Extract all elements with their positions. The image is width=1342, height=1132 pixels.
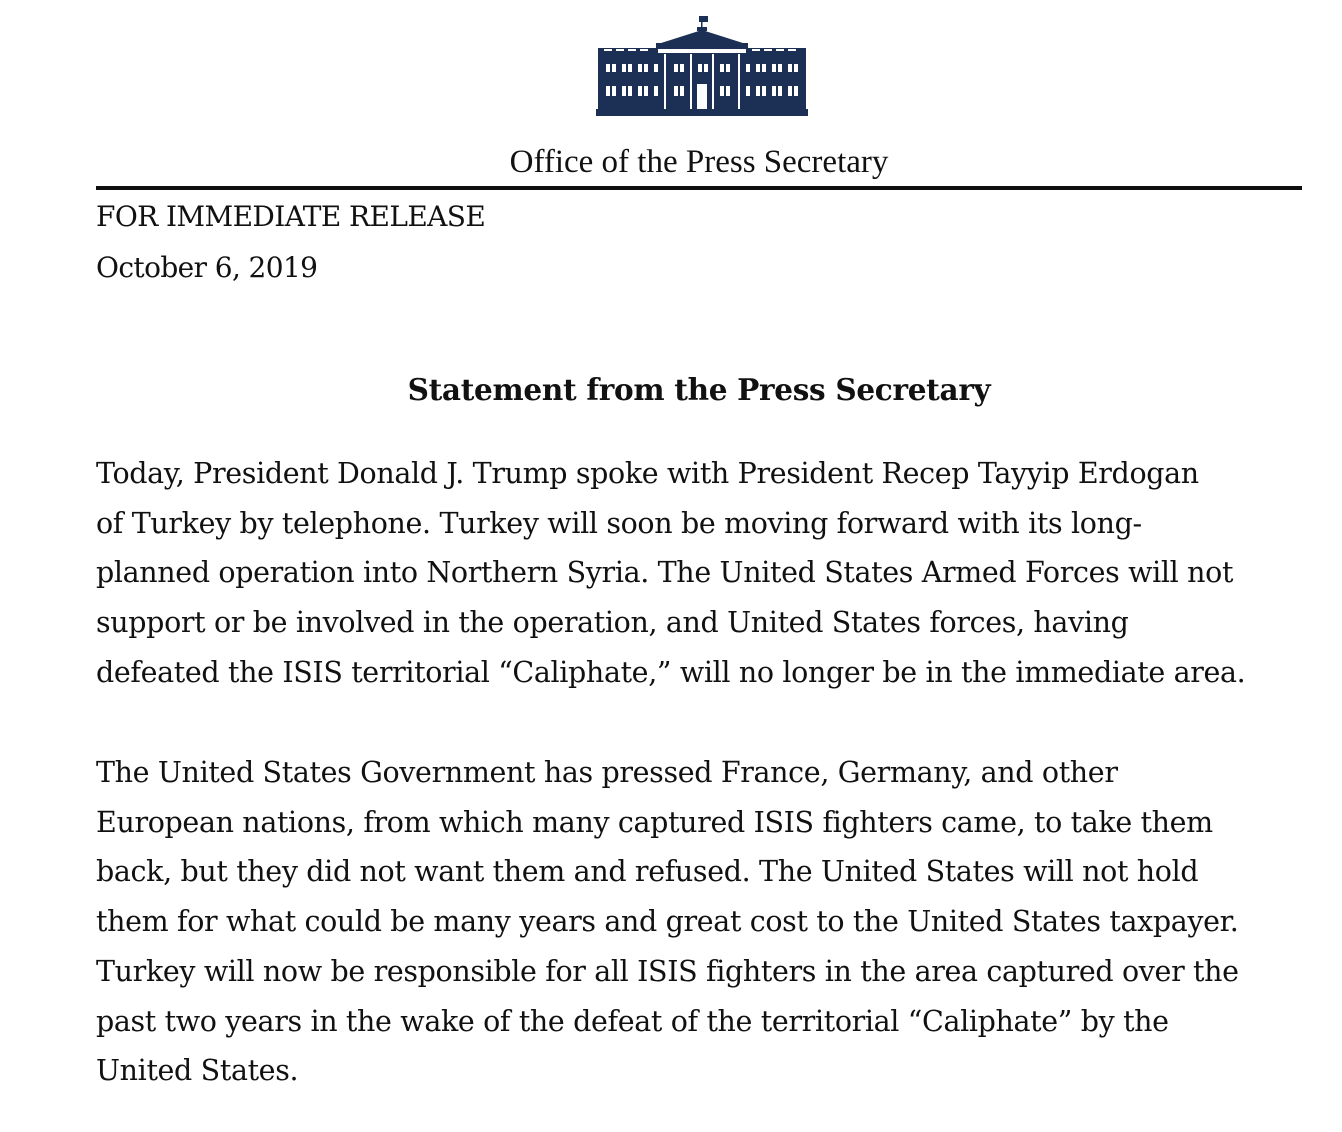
header-divider — [96, 186, 1302, 190]
paragraph-line: defeated the ISIS territorial “Caliphate,” will no longer be in the immediate area. — [96, 655, 1246, 689]
paragraph-line: Turkey will now be responsible for all ISIS fighters in the area captured over the — [96, 954, 1239, 988]
paragraph-line: European nations, from which many captured ISIS fighters came, to take them — [96, 805, 1213, 839]
paragraph-line: support or be involved in the operation, and United States forces, having — [96, 606, 1129, 640]
paragraph-line: of Turkey by telephone. Turkey will soon be moving forward with its long- — [96, 506, 1142, 540]
white-house-logo — [596, 14, 808, 118]
office-title: Office of the Press Secretary — [509, 144, 889, 180]
statement-paragraph-2 — [96, 748, 1316, 1096]
paragraph-line: back, but they did not want them and refused. The United States will not hold — [96, 855, 1199, 889]
paragraph-line: them for what could be many years and great cost to the United States taxpayer. — [96, 905, 1239, 939]
statement-paragraph-1 — [96, 449, 1316, 698]
paragraph-line: past two years in the wake of the defeat of the territorial “Caliphate” by the — [96, 1004, 1169, 1038]
paragraph-line: planned operation into Northern Syria. The United States Armed Forces will not — [96, 556, 1234, 590]
paragraph-line: The United States Government has pressed France, Germany, and other — [96, 756, 1118, 789]
statement-title: Statement from the Press Secretary — [407, 372, 991, 407]
paragraph-line: Today, President Donald J. Trump spoke with President Recep Tayyip Erdogan — [96, 457, 1199, 490]
release-label: FOR IMMEDIATE RELEASE — [96, 200, 486, 233]
release-date: October 6, 2019 — [96, 251, 318, 284]
paragraph-line: United States. — [96, 1054, 299, 1088]
